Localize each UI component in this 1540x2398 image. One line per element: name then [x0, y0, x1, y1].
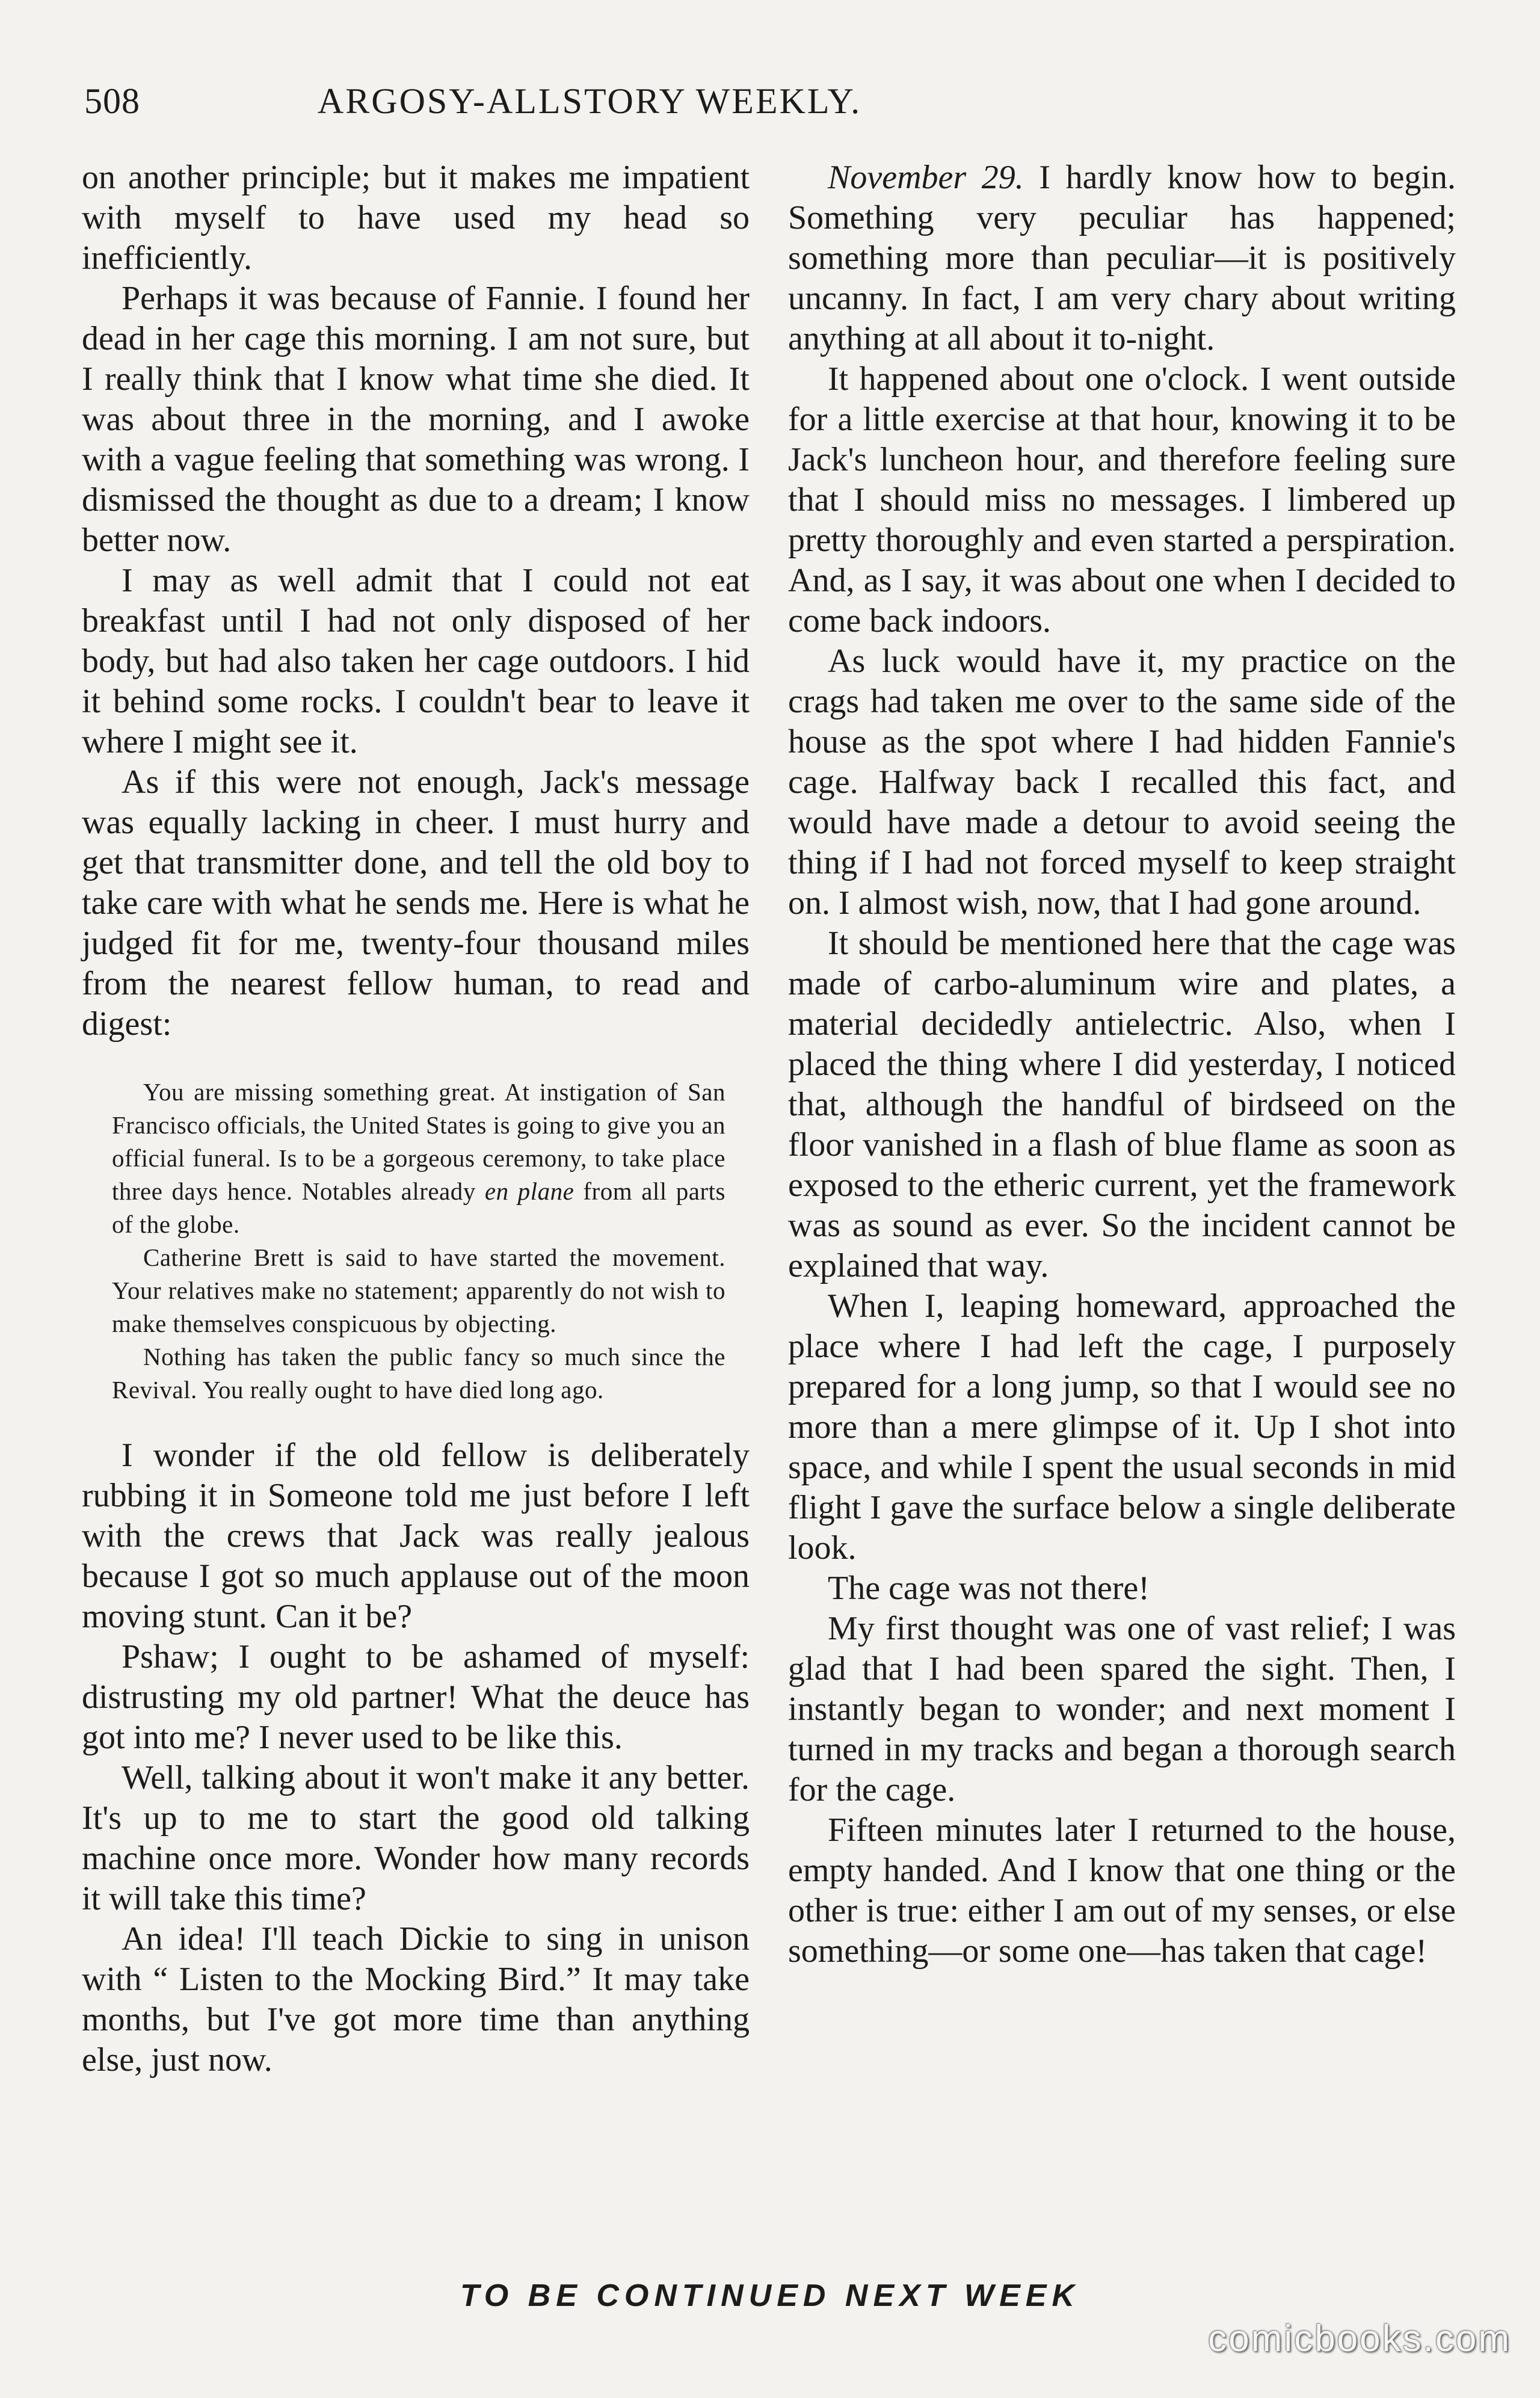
quote-text: You are missing something great. At instigation of San Francisco officials, the United States is going to give you an official funeral. Is to be a gorgeous ceremony, to take place three days hence. Notables already — [112, 1078, 725, 1205]
paragraph: It should be mentioned here that the cage was made of carbo-aluminum wire and plates, a material decidedly antielectric. Also, when I placed the thing where I did yesterday, I noticed that, although the handful of birdseed on the floor vanished in a flash of blue flame as soon as exposed to the etheric current, yet the framework was as sound as ever. So the incident cannot be explained that way. — [788, 925, 1456, 1284]
paragraph: When I, leaping homeward, approached the place where I had left the cage, I purposely prepared for a long jump, so that I would see no more than a mere glimpse of it. Up I shot into space, and while I spent the usual seconds in mid flight I gave the surface below a single deliberate look. — [788, 1287, 1456, 1567]
paragraph: I wonder if the old fellow is deliberately rubbing it in Someone told me just before I left with the crews that Jack was really jealous because I got so much applause out of the moon moving stunt. Can it be? — [82, 1437, 750, 1635]
quote-text: from all parts of the globe. — [112, 1177, 725, 1238]
quote-paragraph — [112, 1076, 725, 1241]
paragraph: Fifteen minutes later I returned to the house, empty handed. And I know that one thing or the other is true: either I am out of my senses, or else something—or some one—has taken that cage! — [788, 1811, 1456, 1970]
telegram-quote — [112, 1076, 725, 1407]
entry-date: November 29. — [828, 159, 1024, 196]
paragraph: It happened about one o'clock. I went outside for a little exercise at that hour, knowing it to be Jack's luncheon hour, and therefore feeling sure that I should miss no messages. I limbered up pretty thoroughly and even started a perspiration. And, as I say, it was about one when I decided to come back indoors. — [788, 360, 1456, 640]
paragraph: My first thought was one of vast relief; I was glad that I had been spared the sight. Then, I instantly began to wonder; and next moment I turned in my tracks and began a thorough search for the cage. — [788, 1610, 1456, 1808]
paragraph-text: I hardly know how to begin. Something very peculiar has happened; something more than peculiar—it is positively uncanny. In fact, I am very chary about writing anything at all about it to-night. — [788, 159, 1456, 357]
left-column — [82, 158, 750, 2080]
quote-paragraph: Nothing has taken the public fancy so much since the Revival. You really ought to have died long ago. — [112, 1343, 725, 1404]
paragraph: As if this were not enough, Jack's message was equally lacking in cheer. I must hurry and get that transmitter done, and tell the old boy to take care with what he sends me. Here is what he judged fit for me, twenty-four thousand miles from the nearest fellow human, to read and digest: — [82, 763, 750, 1043]
watermark: comicbooks.com — [1208, 2318, 1511, 2359]
paragraph: Pshaw; I ought to be ashamed of myself: distrusting my old partner! What the deuce has got into me? I never used to be like this. — [82, 1638, 750, 1756]
paragraph: Perhaps it was because of Fannie. I found her dead in her cage this morning. I am not sure, but I really think that I know what time she died. It was about three in the morning, and I awoke with a vague feeling that something was wrong. I dismissed the thought as due to a dream; I know better now. — [82, 280, 750, 559]
page-number: 508 — [84, 81, 140, 121]
paragraph: I may as well admit that I could not eat breakfast until I had not only disposed of her body, but had also taken her cage outdoors. I hid it behind some rocks. I couldn't bear to leave it where I might see it. — [82, 562, 750, 760]
paragraph: Well, talking about it won't make it any better. It's up to me to start the good old talking machine once more. Wonder how many records it will take this time? — [82, 1759, 750, 1917]
running-title: ARGOSY-ALLSTORY WEEKLY. — [317, 81, 862, 121]
paragraph: As luck would have it, my practice on the crags had taken me over to the same side of the house as the spot where I had hidden Fannie's cage. Halfway back I recalled this fact, and would have made a detour to avoid seeing the thing if I had not forced myself to keep straight on. I almost wish, now, that I had gone around. — [788, 643, 1456, 922]
quote-paragraph: Catherine Brett is said to have started the movement. Your relatives make no statement; apparently do not wish to make themselves conspicuous by objecting. — [112, 1244, 725, 1337]
page-header — [84, 81, 1059, 129]
quote-italic-text: en plane — [484, 1177, 574, 1205]
paragraph: on another principle; but it makes me impatient with myself to have used my head so inefficiently. — [82, 159, 750, 277]
paragraph: An idea! I'll teach Dickie to sing in unison with “ Listen to the Mocking Bird.” It may take months, but I've got more time than anything else, just now. — [82, 1920, 750, 2079]
paragraph: The cage was not there! — [828, 1570, 1150, 1607]
to-be-continued-notice: TO BE CONTINUED NEXT WEEK — [460, 2278, 1080, 2313]
right-column — [788, 158, 1456, 1971]
paragraph — [788, 158, 1456, 359]
